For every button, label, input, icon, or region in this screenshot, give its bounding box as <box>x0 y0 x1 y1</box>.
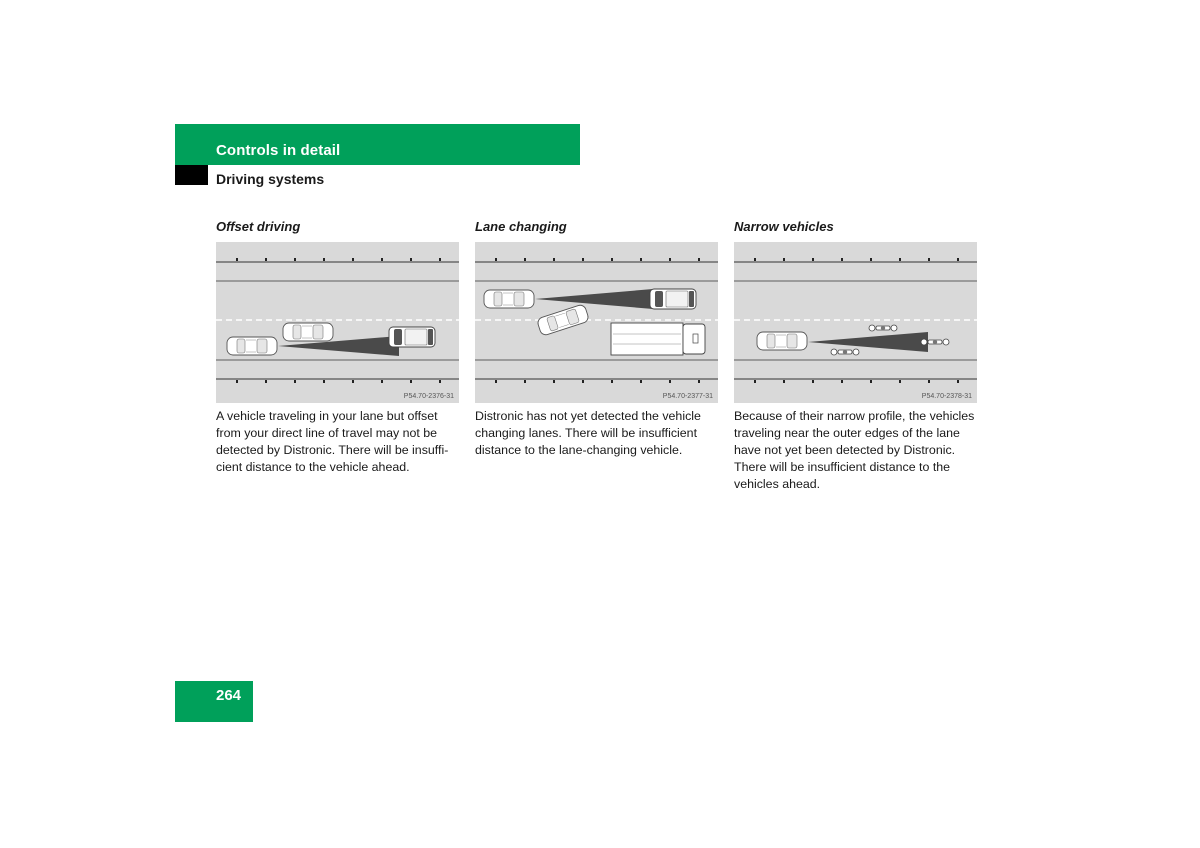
column-description: Because of their narrow profile, the vehicles traveling near the outer edges of the lane have not yet been detected by Distronic. There will be insufficient distance to the vehicles ahead. <box>734 409 975 491</box>
truck <box>611 323 705 355</box>
page-number-tab <box>175 681 253 722</box>
figure-code: P54.70-2378-31 <box>921 393 972 400</box>
column-heading: Narrow vehicles <box>734 219 834 234</box>
subsection-title: Driving systems <box>216 171 325 187</box>
column-description: Distronic has not yet detected the vehicle changing lanes. There will be insufficient distance to the lane-changing vehicle. <box>475 409 701 457</box>
figure-code: P54.70-2376-31 <box>403 393 454 400</box>
section-marker <box>175 165 208 185</box>
page-number: 264 <box>216 687 242 704</box>
column-heading: Offset driving <box>216 219 301 234</box>
offset-driving-illustration <box>216 242 459 403</box>
lane-changing-illustration <box>475 242 718 403</box>
column-description: A vehicle traveling in your lane but offset from your direct line of travel may not be detected by Distronic. There will be insuffi-cient distance to the vehicle ahead. <box>216 409 449 474</box>
column-offset-driving <box>216 219 459 476</box>
section-title: Controls in detail <box>216 142 341 159</box>
figure-code: P54.70-2377-31 <box>662 393 713 400</box>
column-heading: Lane changing <box>475 219 567 234</box>
column-lane-changing <box>475 219 718 459</box>
narrow-vehicles-illustration <box>734 242 977 403</box>
column-narrow-vehicles <box>734 219 977 493</box>
